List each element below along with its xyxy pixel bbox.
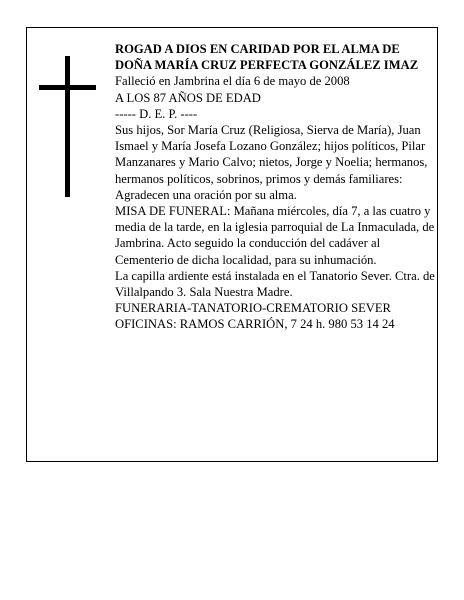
thanks-line: Agradecen una oración por su alma.: [115, 187, 297, 202]
obituary-notice: [26, 27, 438, 462]
family-paragraph: Sus hijos, Sor María Cruz (Religiosa, Sierva de María), Juan Ismael y María Josefa Lozano González; hijos políticos, Pilar Manzanares y Mario Calvo; nietos, Jorge y Noelia; hermanos, hermanos políticos, sobrinos, primos y demás familiares:: [115, 123, 428, 186]
offices-line: OFICINAS: RAMOS CARRIÓN, 7 24 h. 980 53 14 24: [115, 317, 395, 332]
notice-text: [115, 41, 437, 333]
rip-line: ----- D. E. P. ----: [115, 106, 198, 121]
header-prayer: ROGAD A DIOS EN CARIDAD POR EL ALMA DE: [115, 42, 400, 56]
cross-vertical-bar: [65, 56, 70, 197]
cross-horizontal-bar: [39, 85, 96, 90]
funeral-home-name: FUNERARIA-TANATORIO-CREMATORIO SEVER: [115, 301, 391, 316]
death-info: Falleció en Jambrina el día 6 de mayo de 2008: [115, 74, 350, 89]
funeral-mass-paragraph: MISA DE FUNERAL: Mañana miércoles, día 7, a las cuatro y media de la tarde, en la iglesia parroquial de La Inmaculada, de Jambrina. Acto seguido la conducción del cadáver al Cementerio de dicha localidad, para su inhumación.: [115, 204, 435, 267]
age-line: A LOS 87 AÑOS DE EDAD: [115, 90, 261, 105]
deceased-name: DOÑA MARÍA CRUZ PERFECTA GONZÁLEZ IMAZ: [115, 58, 419, 73]
chapel-paragraph: La capilla ardiente está instalada en el Tanatorio Sever. Ctra. de Villalpando 3. Sala Nuestra Madre.: [115, 268, 435, 300]
cross-icon: [27, 28, 107, 228]
